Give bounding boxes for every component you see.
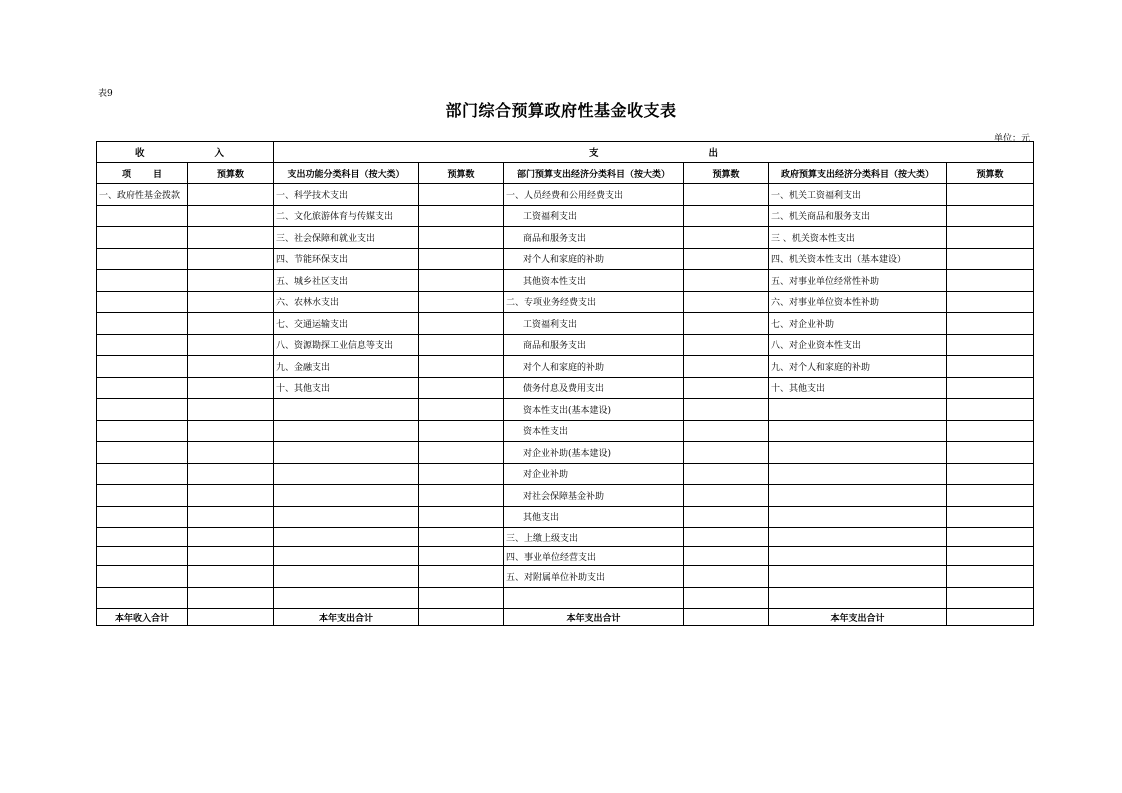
- func-cell: 一、科学技术支出: [274, 184, 419, 206]
- dept-econ-cell: 对个人和家庭的补助: [504, 356, 684, 378]
- table-row: [97, 205, 1034, 227]
- income-budget-cell: [188, 248, 274, 270]
- income-cell: [97, 566, 188, 588]
- func-cell: 九、金融支出: [274, 356, 419, 378]
- dept-econ-cell: [504, 587, 684, 609]
- income-cell: [97, 399, 188, 421]
- dept-budget-cell: [684, 205, 769, 227]
- expense-total-value-1: [419, 609, 504, 626]
- income-budget-cell: [188, 463, 274, 485]
- income-budget-cell: [188, 399, 274, 421]
- gov-budget-cell: [947, 528, 1034, 547]
- dept-budget-cell: [684, 227, 769, 249]
- expense-header-char-2: 出: [708, 148, 719, 159]
- gov-econ-cell: 二、机关商品和服务支出: [769, 205, 947, 227]
- page-title: 部门综合预算政府性基金收支表: [445, 101, 677, 120]
- expense-total-value-3: [947, 609, 1034, 626]
- func-budget-cell: [419, 485, 504, 507]
- income-budget-cell: [188, 377, 274, 399]
- dept-budget-cell: [684, 442, 769, 464]
- gov-budget-cell: [947, 506, 1034, 528]
- table-row: [97, 184, 1034, 206]
- income-budget-cell: [188, 313, 274, 335]
- table-row: [97, 377, 1034, 399]
- dept-budget-cell: [684, 334, 769, 356]
- func-cell: [274, 587, 419, 609]
- dept-budget-cell: [684, 566, 769, 588]
- func-cell: 十、其他支出: [274, 377, 419, 399]
- expense-total-label-2: 本年支出合计: [504, 609, 684, 626]
- group-header-row: [97, 142, 1034, 163]
- unit-label: 单位：元: [994, 134, 1031, 144]
- dept-econ-cell: 其他资本性支出: [504, 270, 684, 292]
- income-total-value: [188, 609, 274, 626]
- dept-budget-cell: [684, 547, 769, 566]
- dept-budget-cell: [684, 399, 769, 421]
- table-row: [97, 270, 1034, 292]
- func-budget-cell: [419, 420, 504, 442]
- expense-group-header: [274, 142, 1034, 163]
- dept-econ-cell: 对社会保障基金补助: [504, 485, 684, 507]
- table-row: [97, 566, 1034, 588]
- gov-budget-cell: [947, 334, 1034, 356]
- dept-econ-cell: 一、人员经费和公用经费支出: [504, 184, 684, 206]
- income-cell: [97, 377, 188, 399]
- table-number: 表9: [98, 89, 113, 99]
- income-cell: 一、政府性基金拨款: [97, 184, 188, 206]
- col-header-func-class: 支出功能分类科目（按大类）: [274, 163, 419, 184]
- func-budget-cell: [419, 463, 504, 485]
- income-budget-cell: [188, 420, 274, 442]
- income-header-char-2: 入: [214, 148, 225, 159]
- col-header-budget-2: 预算数: [419, 163, 504, 184]
- income-cell: [97, 420, 188, 442]
- income-budget-cell: [188, 587, 274, 609]
- income-budget-cell: [188, 485, 274, 507]
- func-budget-cell: [419, 566, 504, 588]
- table-row: [97, 248, 1034, 270]
- dept-econ-cell: 其他支出: [504, 506, 684, 528]
- table-row: [97, 547, 1034, 566]
- income-budget-cell: [188, 334, 274, 356]
- func-cell: [274, 442, 419, 464]
- table-row: [97, 313, 1034, 335]
- func-budget-cell: [419, 334, 504, 356]
- column-header-row: [97, 163, 1034, 184]
- table-row: [97, 420, 1034, 442]
- income-cell: [97, 463, 188, 485]
- income-budget-cell: [188, 227, 274, 249]
- func-cell: [274, 463, 419, 485]
- func-cell: [274, 566, 419, 588]
- dept-econ-cell: 商品和服务支出: [504, 334, 684, 356]
- gov-econ-cell: 十、其他支出: [769, 377, 947, 399]
- dept-econ-cell: 商品和服务支出: [504, 227, 684, 249]
- dept-budget-cell: [684, 270, 769, 292]
- income-cell: [97, 506, 188, 528]
- gov-budget-cell: [947, 442, 1034, 464]
- col-header-budget-3: 预算数: [684, 163, 769, 184]
- table-row: [97, 442, 1034, 464]
- expense-total-label-1: 本年支出合计: [274, 609, 419, 626]
- income-cell: [97, 547, 188, 566]
- table-row: [97, 227, 1034, 249]
- gov-econ-cell: [769, 442, 947, 464]
- gov-budget-cell: [947, 566, 1034, 588]
- func-budget-cell: [419, 547, 504, 566]
- income-cell: [97, 528, 188, 547]
- dept-budget-cell: [684, 184, 769, 206]
- income-budget-cell: [188, 291, 274, 313]
- func-budget-cell: [419, 399, 504, 421]
- gov-budget-cell: [947, 485, 1034, 507]
- gov-budget-cell: [947, 313, 1034, 335]
- table-row: [97, 356, 1034, 378]
- func-budget-cell: [419, 528, 504, 547]
- func-budget-cell: [419, 291, 504, 313]
- income-budget-cell: [188, 356, 274, 378]
- table-row: [97, 334, 1034, 356]
- func-budget-cell: [419, 248, 504, 270]
- func-budget-cell: [419, 227, 504, 249]
- gov-econ-cell: 九、对个人和家庭的补助: [769, 356, 947, 378]
- col-header-gov-econ: 政府预算支出经济分类科目（按大类）: [769, 163, 947, 184]
- income-cell: [97, 334, 188, 356]
- income-group-header: [97, 142, 274, 163]
- dept-econ-cell: 四、事业单位经营支出: [504, 547, 684, 566]
- gov-budget-cell: [947, 420, 1034, 442]
- income-cell: [97, 270, 188, 292]
- dept-econ-cell: 二、专项业务经费支出: [504, 291, 684, 313]
- gov-budget-cell: [947, 184, 1034, 206]
- gov-econ-cell: 五、对事业单位经常性补助: [769, 270, 947, 292]
- gov-econ-cell: 三 、机关资本性支出: [769, 227, 947, 249]
- income-budget-cell: [188, 506, 274, 528]
- col-header-item: [97, 163, 188, 184]
- func-budget-cell: [419, 270, 504, 292]
- gov-econ-cell: [769, 485, 947, 507]
- income-cell: [97, 227, 188, 249]
- expense-total-value-2: [684, 609, 769, 626]
- dept-budget-cell: [684, 291, 769, 313]
- dept-budget-cell: [684, 377, 769, 399]
- gov-econ-cell: 一、机关工资福利支出: [769, 184, 947, 206]
- func-budget-cell: [419, 313, 504, 335]
- expense-header-char-1: 支: [589, 148, 599, 159]
- dept-budget-cell: [684, 356, 769, 378]
- dept-econ-cell: 债务付息及费用支出: [504, 377, 684, 399]
- func-cell: [274, 506, 419, 528]
- table-body: [97, 142, 1034, 626]
- table-row: [97, 399, 1034, 421]
- income-budget-cell: [188, 184, 274, 206]
- income-cell: [97, 356, 188, 378]
- gov-econ-cell: 七、对企业补助: [769, 313, 947, 335]
- table-row: [97, 587, 1034, 609]
- gov-budget-cell: [947, 547, 1034, 566]
- income-cell: [97, 248, 188, 270]
- gov-econ-cell: [769, 420, 947, 442]
- dept-econ-cell: 工资福利支出: [504, 313, 684, 335]
- func-cell: 七、交通运输支出: [274, 313, 419, 335]
- income-total-label: 本年收入合计: [97, 609, 188, 626]
- table-row: [97, 291, 1034, 313]
- gov-budget-cell: [947, 356, 1034, 378]
- income-cell: [97, 313, 188, 335]
- gov-budget-cell: [947, 377, 1034, 399]
- gov-econ-cell: [769, 547, 947, 566]
- table-row: [97, 485, 1034, 507]
- dept-budget-cell: [684, 506, 769, 528]
- gov-budget-cell: [947, 248, 1034, 270]
- dept-econ-cell: 资本性支出: [504, 420, 684, 442]
- dept-econ-cell: 工资福利支出: [504, 205, 684, 227]
- budget-table: [96, 141, 1034, 626]
- func-cell: [274, 485, 419, 507]
- gov-budget-cell: [947, 587, 1034, 609]
- func-cell: 八、资源勘探工业信息等支出: [274, 334, 419, 356]
- col-header-budget-1: 预算数: [188, 163, 274, 184]
- dept-budget-cell: [684, 485, 769, 507]
- func-budget-cell: [419, 377, 504, 399]
- func-cell: 三、社会保障和就业支出: [274, 227, 419, 249]
- gov-budget-cell: [947, 227, 1034, 249]
- func-cell: [274, 399, 419, 421]
- income-cell: [97, 587, 188, 609]
- dept-budget-cell: [684, 248, 769, 270]
- gov-budget-cell: [947, 205, 1034, 227]
- dept-econ-cell: 对企业补助: [504, 463, 684, 485]
- col-header-dept-econ: 部门预算支出经济分类科目（按大类）: [504, 163, 684, 184]
- gov-budget-cell: [947, 270, 1034, 292]
- dept-econ-cell: 对企业补助(基本建设): [504, 442, 684, 464]
- dept-budget-cell: [684, 313, 769, 335]
- dept-econ-cell: 资本性支出(基本建设): [504, 399, 684, 421]
- dept-econ-cell: 五、对附属单位补助支出: [504, 566, 684, 588]
- gov-econ-cell: 四、机关资本性支出（基本建设）: [769, 248, 947, 270]
- dept-econ-cell: 三、上缴上级支出: [504, 528, 684, 547]
- gov-budget-cell: [947, 291, 1034, 313]
- table-row: [97, 463, 1034, 485]
- func-cell: 四、节能环保支出: [274, 248, 419, 270]
- gov-econ-cell: [769, 587, 947, 609]
- table-row: [97, 506, 1034, 528]
- income-cell: [97, 485, 188, 507]
- income-cell: [97, 442, 188, 464]
- dept-budget-cell: [684, 587, 769, 609]
- income-budget-cell: [188, 442, 274, 464]
- func-budget-cell: [419, 506, 504, 528]
- income-cell: [97, 291, 188, 313]
- income-budget-cell: [188, 205, 274, 227]
- income-budget-cell: [188, 528, 274, 547]
- func-cell: [274, 547, 419, 566]
- income-budget-cell: [188, 566, 274, 588]
- func-budget-cell: [419, 442, 504, 464]
- col-header-item-char-2: 目: [153, 169, 163, 180]
- func-cell: [274, 420, 419, 442]
- gov-econ-cell: [769, 528, 947, 547]
- income-cell: [97, 205, 188, 227]
- func-cell: 二、文化旅游体育与传媒支出: [274, 205, 419, 227]
- func-cell: 六、农林水支出: [274, 291, 419, 313]
- dept-budget-cell: [684, 420, 769, 442]
- gov-econ-cell: 六、对事业单位资本性补助: [769, 291, 947, 313]
- func-cell: [274, 528, 419, 547]
- func-cell: 五、城乡社区支出: [274, 270, 419, 292]
- gov-econ-cell: [769, 506, 947, 528]
- table-row: [97, 528, 1034, 547]
- func-budget-cell: [419, 587, 504, 609]
- dept-budget-cell: [684, 463, 769, 485]
- dept-budget-cell: [684, 528, 769, 547]
- gov-budget-cell: [947, 463, 1034, 485]
- income-budget-cell: [188, 547, 274, 566]
- income-header-char-1: 收: [135, 148, 145, 159]
- gov-econ-cell: [769, 566, 947, 588]
- col-header-item-char-1: 项: [121, 169, 131, 180]
- col-header-budget-4: 预算数: [947, 163, 1034, 184]
- gov-econ-cell: 八、对企业资本性支出: [769, 334, 947, 356]
- func-budget-cell: [419, 356, 504, 378]
- income-budget-cell: [188, 270, 274, 292]
- gov-econ-cell: [769, 399, 947, 421]
- expense-total-label-3: 本年支出合计: [769, 609, 947, 626]
- dept-econ-cell: 对个人和家庭的补助: [504, 248, 684, 270]
- func-budget-cell: [419, 184, 504, 206]
- totals-row: [97, 609, 1034, 626]
- gov-econ-cell: [769, 463, 947, 485]
- gov-budget-cell: [947, 399, 1034, 421]
- func-budget-cell: [419, 205, 504, 227]
